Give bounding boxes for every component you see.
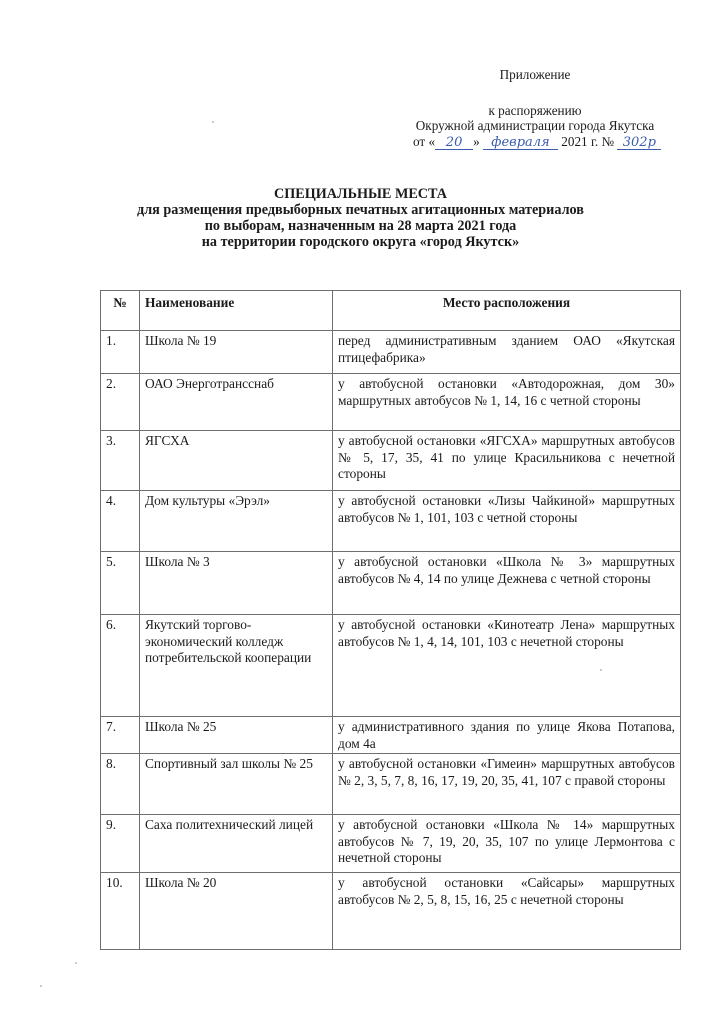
row-name: Саха политехнический лицей <box>140 815 333 873</box>
row-number: 4. <box>101 491 140 552</box>
document-subtitle-1: для размещения предвыборных печатных агитационных материалов <box>137 202 584 218</box>
table-row <box>101 431 681 491</box>
document-subtitle-3: на территории городского округа «город Якутск» <box>201 234 520 250</box>
row-location: перед административным зданием ОАО «Якутская птицефабрика» <box>333 331 681 374</box>
scan-speck <box>75 962 77 964</box>
header-name: Наименование <box>140 291 333 331</box>
row-number: 7. <box>101 717 140 754</box>
table-row <box>101 374 681 431</box>
table-header-row <box>101 291 681 331</box>
handwritten-number: 302р <box>617 137 661 150</box>
row-location: у автобусной остановки «Автодорожная, дом 30» маршрутных автобусов № 1, 14, 16 с четной стороны <box>333 374 681 431</box>
row-number: 3. <box>101 431 140 491</box>
document-title: СПЕЦИАЛЬНЫЕ МЕСТА <box>273 186 448 202</box>
table-row <box>101 491 681 552</box>
row-name: Дом культуры «Эрэл» <box>140 491 333 552</box>
document-subtitle-2: по выборам, назначенным на 28 марта 2021 года <box>204 218 517 234</box>
row-name: Спортивный зал школы № 25 <box>140 754 333 815</box>
appendix-label: Приложение <box>499 67 571 82</box>
date-prefix: от « <box>413 134 436 149</box>
handwritten-month: февраля <box>483 137 558 150</box>
table-row <box>101 331 681 374</box>
row-location: у автобусной остановки «Школа № 3» маршрутных автобусов № 4, 14 по улице Дежнева с четной стороны <box>333 552 681 615</box>
table-row <box>101 754 681 815</box>
table-row <box>101 717 681 754</box>
row-name: Школа № 19 <box>140 331 333 374</box>
header-location: Место расположения <box>333 291 681 331</box>
row-number: 10. <box>101 873 140 950</box>
handwritten-day: 20 <box>435 137 473 150</box>
row-location: у автобусной остановки «Кинотеатр Лена» маршрутных автобусов № 1, 4, 14, 101, 103 с нечетной стороны <box>333 615 681 717</box>
places-table <box>100 290 681 950</box>
appendix-line2: Окружной администрации города Якутска <box>415 118 655 133</box>
row-name: Школа № 25 <box>140 717 333 754</box>
row-name: Школа № 3 <box>140 552 333 615</box>
row-number: 8. <box>101 754 140 815</box>
row-name: Школа № 20 <box>140 873 333 950</box>
header-number: № <box>101 291 140 331</box>
row-location: у административного здания по улице Якова Потапова, дом 4а <box>333 717 681 754</box>
table-row <box>101 873 681 950</box>
scan-speck <box>212 121 214 123</box>
row-location: у автобусной остановки «Сайсары» маршрутных автобусов № 2, 5, 8, 15, 16, 25 с нечетной стороны <box>333 873 681 950</box>
scan-speck <box>600 669 602 671</box>
appendix-date-line <box>380 134 690 150</box>
row-location: у автобусной остановки «Лизы Чайкиной» маршрутных автобусов № 1, 101, 103 с четной стороны <box>333 491 681 552</box>
scan-speck <box>40 985 42 987</box>
row-name: ЯГСХА <box>140 431 333 491</box>
row-number: 9. <box>101 815 140 873</box>
row-location: у автобусной остановки «Гимеин» маршрутных автобусов № 2, 3, 5, 7, 8, 16, 17, 19, 20, 35, 41, 107 с правой стороны <box>333 754 681 815</box>
row-number: 1. <box>101 331 140 374</box>
table-row <box>101 815 681 873</box>
row-name: ОАО Энерготрансснаб <box>140 374 333 431</box>
row-name: Якутский торгово-экономический колледж потребительской кооперации <box>140 615 333 717</box>
row-location: у автобусной остановки «ЯГСХА» маршрутных автобусов № 5, 17, 35, 41 по улице Красильникова с нечетной стороны <box>333 431 681 491</box>
table-row <box>101 615 681 717</box>
row-location: у автобусной остановки «Школа № 14» маршрутных автобусов № 7, 19, 20, 35, 107 по улице Лермонтова с нечетной стороны <box>333 815 681 873</box>
table-row <box>101 552 681 615</box>
row-number: 2. <box>101 374 140 431</box>
appendix-line1: к распоряжению <box>488 103 582 118</box>
date-year: 2021 г. № <box>561 134 615 149</box>
date-mid: » <box>473 134 480 149</box>
row-number: 6. <box>101 615 140 717</box>
row-number: 5. <box>101 552 140 615</box>
